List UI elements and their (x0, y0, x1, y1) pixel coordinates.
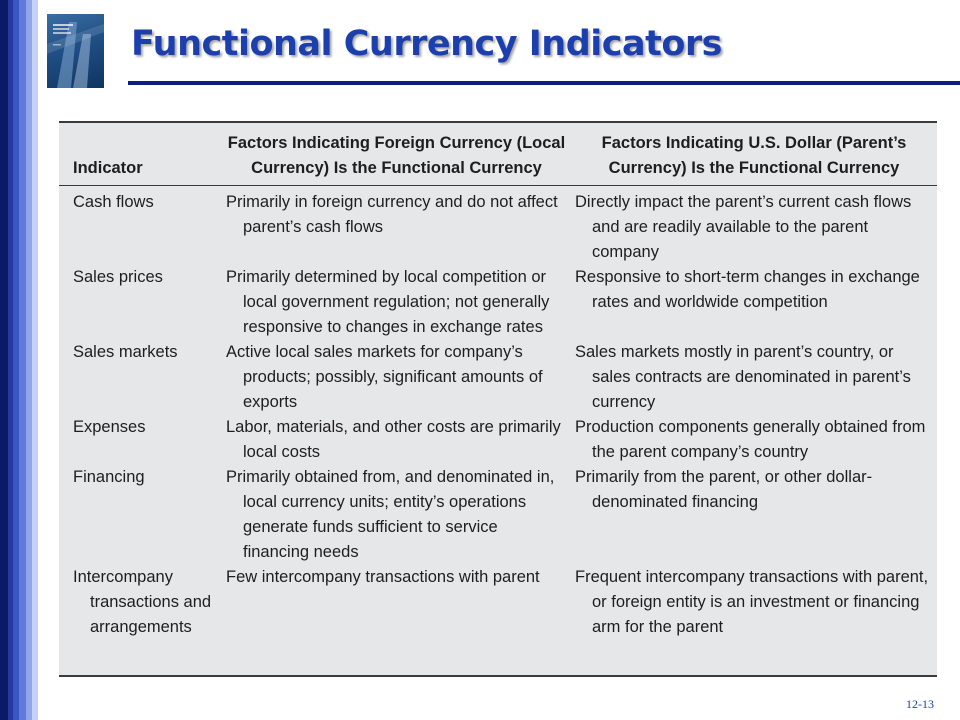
decorative-side-bars (0, 0, 38, 720)
cell-usd: Production components generally obtained from the parent company’s country (575, 418, 926, 461)
cell-indicator: Intercompany transactions and arrangements (73, 568, 212, 636)
slide-number: 12-13 (906, 697, 934, 711)
table-row (59, 265, 937, 340)
header-foreign-currency: Factors Indicating Foreign Currency (Local Currency) Is the Functional Currency (227, 134, 566, 177)
header-indicator: Indicator (73, 159, 143, 177)
cell-indicator: Financing (73, 468, 145, 486)
cell-foreign: Primarily determined by local competition or local government regulation; not generally responsive to changes in exchange rates (226, 268, 550, 336)
slide-title: Functional Currency Indicators (131, 24, 722, 64)
textbook-cover-icon (47, 14, 104, 88)
title-underline (128, 81, 960, 85)
cell-indicator: Sales prices (73, 268, 163, 286)
table-row (59, 186, 937, 266)
cell-usd: Responsive to short-term changes in exchange rates and worldwide competition (575, 268, 920, 311)
cell-foreign: Few intercompany transactions with parent (226, 568, 540, 586)
indicators-table-panel (59, 121, 937, 677)
cell-usd: Primarily from the parent, or other dollar-denominated financing (575, 468, 873, 511)
cell-usd: Directly impact the parent’s current cash flows and are readily available to the parent company (575, 193, 912, 261)
cell-indicator: Sales markets (73, 343, 178, 361)
table-row (59, 565, 937, 640)
table-row (59, 415, 937, 465)
cell-foreign: Primarily obtained from, and denominated in, local currency units; entity’s operations generate funds sufficient to service financing needs (226, 468, 555, 561)
cell-usd: Frequent intercompany transactions with parent, or foreign entity is an investment or financing arm for the parent (575, 568, 929, 636)
cell-foreign: Active local sales markets for company’s products; possibly, significant amounts of exports (226, 343, 543, 411)
table-row (59, 465, 937, 565)
cell-foreign: Primarily in foreign currency and do not affect parent’s cash flows (226, 193, 558, 236)
cell-usd: Sales markets mostly in parent’s country, or sales contracts are denominated in parent’s currency (575, 343, 911, 411)
cell-foreign: Labor, materials, and other costs are primarily local costs (226, 418, 561, 461)
table-row (59, 340, 937, 415)
header-us-dollar: Factors Indicating U.S. Dollar (Parent’s Currency) Is the Functional Currency (601, 134, 907, 177)
indicators-table (59, 123, 937, 640)
cell-indicator: Expenses (73, 418, 146, 436)
cell-indicator: Cash flows (73, 193, 154, 211)
table-header-row (59, 123, 937, 186)
